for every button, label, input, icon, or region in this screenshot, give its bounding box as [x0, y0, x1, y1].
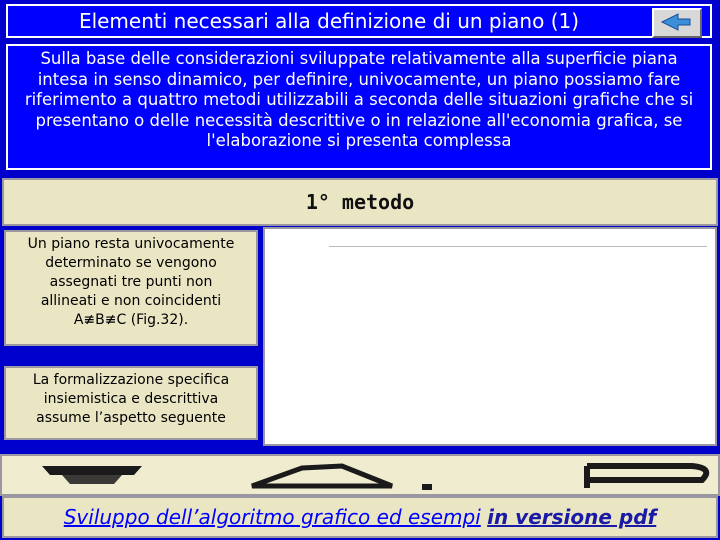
title-bar — [6, 4, 712, 38]
page-title: Elementi necessari alla definizione di un piano (1) — [78, 9, 580, 33]
method-title: 1° metodo — [305, 190, 415, 214]
back-arrow-icon — [660, 13, 692, 31]
figure-area — [263, 227, 717, 446]
definition-line: assegnati tre punti non — [49, 274, 213, 290]
back-button[interactable] — [652, 8, 702, 38]
algorithm-link[interactable]: Sviluppo dell’algoritmo grafico ed esempi — [63, 505, 481, 529]
intro-text-box — [6, 44, 712, 170]
definition-panel — [4, 230, 258, 346]
figure-line — [329, 246, 707, 247]
definition-line: Un piano resta univocamente — [27, 236, 235, 252]
definition-line: determinato se vengono — [45, 255, 217, 271]
definition-line: A≢B≢C (Fig.32). — [73, 312, 189, 328]
footer-bar — [2, 496, 718, 538]
footer-links — [4, 505, 716, 529]
formalization-panel — [4, 366, 258, 440]
formalization-line: insiemistica e descrittiva — [43, 391, 219, 407]
formula-glyphs-image — [2, 456, 720, 496]
formalization-line: La formalizzazione specifica — [32, 372, 230, 388]
formalization-line: assume l’aspetto seguente — [36, 410, 226, 426]
pdf-link[interactable]: in versione pdf — [487, 505, 657, 529]
intro-text: Sulla base delle considerazioni sviluppate relativamente alla superficie piana intesa in senso dinamico, per definire, univocamente, un piano possiamo fare riferimento a quattro metodi utilizzabili a seconda delle situazioni grafiche che si presentano o delle necessità descrittive o in relazione all'economia grafica, se l'elaborazione si presenta complessa — [24, 49, 694, 150]
formula-strip — [0, 454, 720, 496]
definition-line: allineati e non coincidenti — [40, 293, 222, 309]
method-header — [2, 178, 718, 226]
